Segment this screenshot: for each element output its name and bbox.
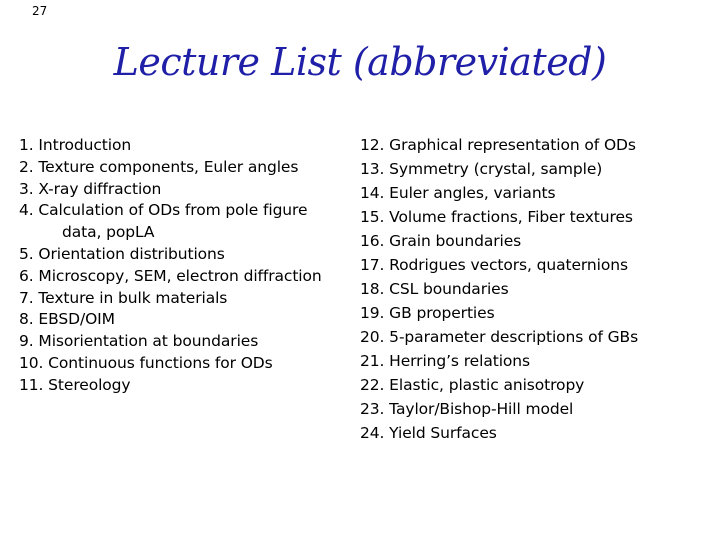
lecture-item: 16. Grain boundaries: [360, 232, 522, 250]
lecture-item: 8. EBSD/OIM: [19, 310, 115, 329]
lecture-item: 6. Microscopy, SEM, electron diffraction: [19, 266, 322, 285]
lecture-item: 11. Stereology: [19, 375, 131, 394]
lecture-list-right: [360, 133, 720, 445]
lecture-item: 9. Misorientation at boundaries: [19, 332, 259, 351]
lecture-item: 5. Orientation distributions: [19, 244, 225, 263]
lecture-item: 21. Herring’s relations: [360, 352, 530, 370]
lecture-item: 3. X-ray diffraction: [19, 179, 162, 198]
lecture-item: 13. Symmetry (crystal, sample): [360, 160, 603, 178]
lecture-item: 14. Euler angles, variants: [360, 184, 556, 202]
lecture-item: 12. Graphical representation of ODs: [360, 136, 636, 154]
lecture-item: 4. Calculation of ODs from pole figure: [19, 201, 308, 220]
lecture-item: data, popLA: [62, 223, 155, 242]
lecture-item: 18. CSL boundaries: [360, 280, 509, 298]
lecture-item: 15. Volume fractions, Fiber textures: [360, 208, 633, 226]
lecture-item: 24. Yield Surfaces: [360, 424, 497, 442]
lecture-item: 17. Rodrigues vectors, quaternions: [360, 256, 628, 274]
lecture-list-left: [19, 135, 359, 397]
lecture-item: 10. Continuous functions for ODs: [19, 353, 273, 372]
lecture-item: 2. Texture components, Euler angles: [19, 157, 299, 176]
lecture-item: 22. Elastic, plastic anisotropy: [360, 376, 585, 394]
lecture-item: 1. Introduction: [19, 136, 132, 154]
lecture-item: 23. Taylor/Bishop-Hill model: [360, 400, 574, 418]
slide-title: Lecture List (abbreviated): [113, 40, 607, 84]
lecture-item: 20. 5-parameter descriptions of GBs: [360, 328, 639, 346]
page-number: 27: [32, 4, 48, 18]
lecture-item: 7. Texture in bulk materials: [19, 288, 228, 307]
lecture-item: 19. GB properties: [360, 304, 495, 322]
